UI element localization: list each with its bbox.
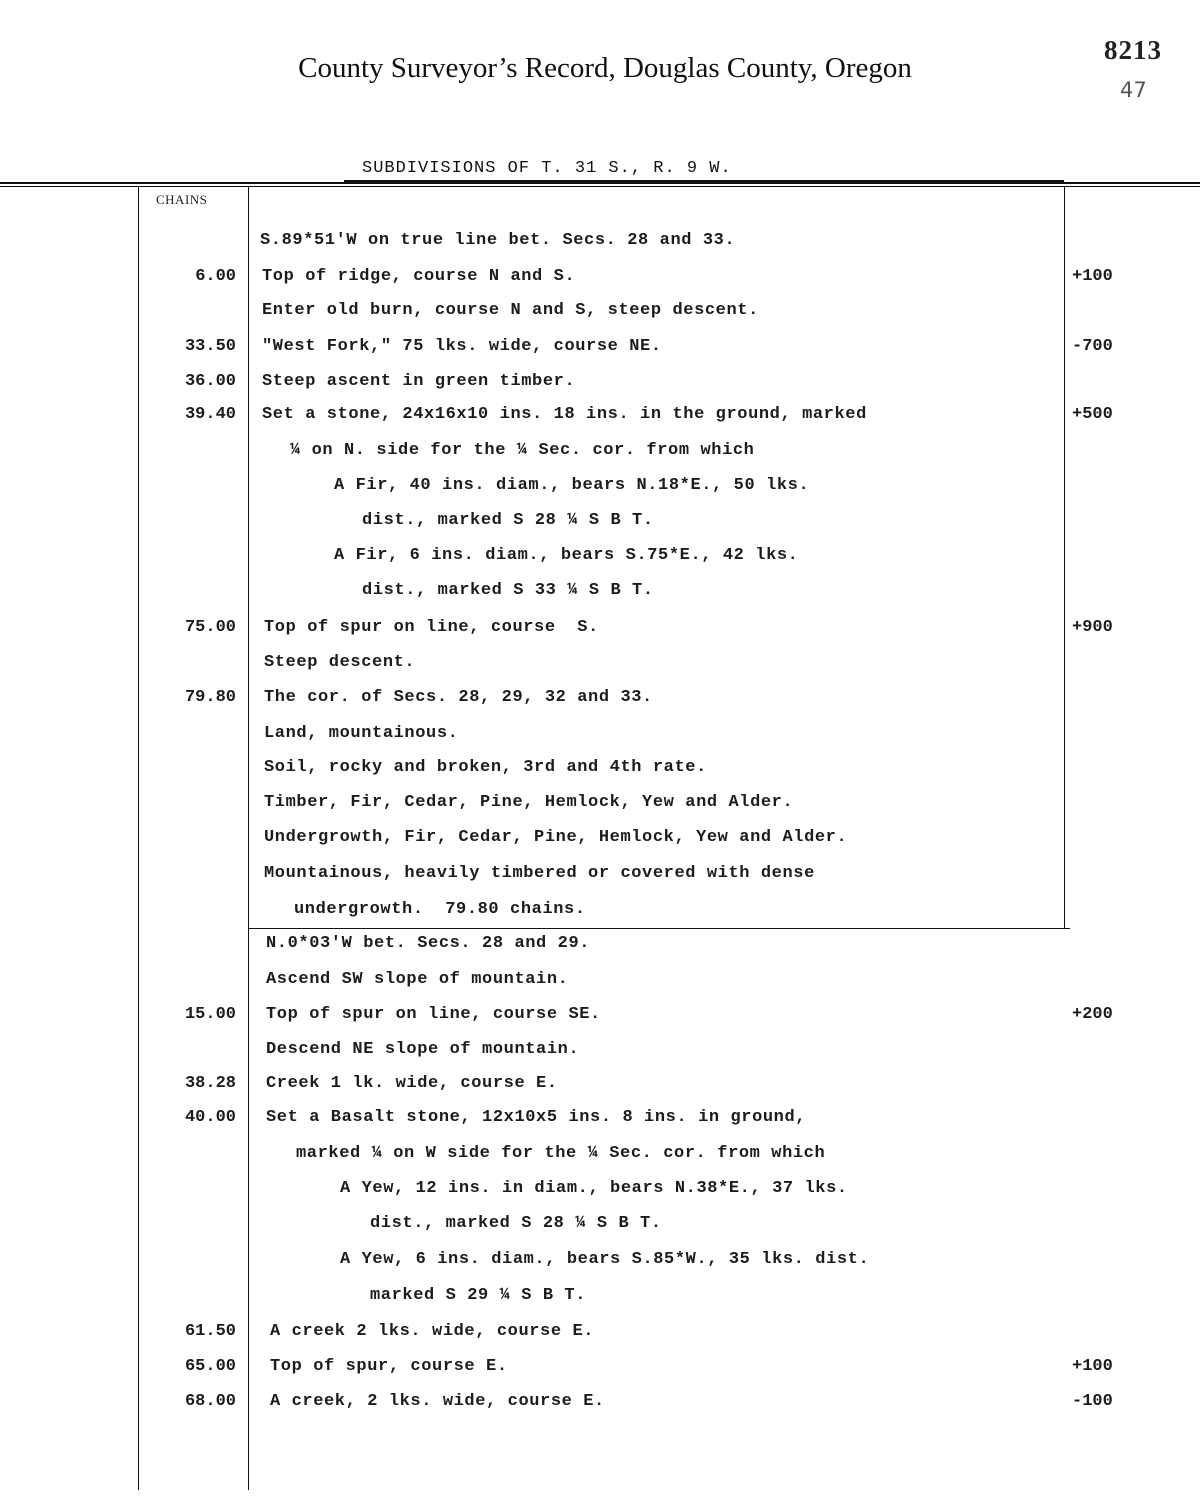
elevation-change: +100 <box>1072 267 1113 286</box>
field-note-line: Top of spur on line, course S. <box>264 618 599 637</box>
chains-value: 33.50 <box>184 337 236 356</box>
field-note-line: Set a stone, 24x16x10 ins. 18 ins. in the ground, marked <box>262 405 867 424</box>
field-note-line: dist., marked S 28 ¼ S B T. <box>362 511 654 530</box>
page-number: 8213 <box>1104 35 1162 65</box>
handwritten-page-number: 47 <box>1120 78 1147 102</box>
field-note-line: Land, mountainous. <box>264 724 459 743</box>
field-note-line: A Yew, 12 ins. in diam., bears N.38*E., 37 lks. <box>340 1179 848 1198</box>
field-note-line: Mountainous, heavily timbered or covered with dense <box>264 864 815 883</box>
field-note-line: A creek, 2 lks. wide, course E. <box>270 1392 605 1411</box>
chains-value: 75.00 <box>184 618 236 637</box>
field-note-line: Enter old burn, course N and S, steep descent. <box>262 301 759 320</box>
elevation-change: +200 <box>1072 1005 1113 1024</box>
chains-value: 38.28 <box>184 1074 236 1093</box>
section-divider-rule <box>248 928 1070 929</box>
field-note-line: Top of spur on line, course SE. <box>266 1005 601 1024</box>
elevation-change: +500 <box>1072 405 1113 424</box>
header-rule-top <box>0 182 1200 184</box>
chains-value: 79.80 <box>184 688 236 707</box>
chains-column-left-rule <box>138 186 139 1490</box>
chains-value: 68.00 <box>184 1392 236 1411</box>
field-note-line: ¼ on N. side for the ¼ Sec. cor. from which <box>290 441 755 460</box>
chains-value: 61.50 <box>184 1322 236 1341</box>
chains-value: 15.00 <box>184 1005 236 1024</box>
field-note-line: undergrowth. 79.80 chains. <box>294 900 586 919</box>
field-note-line: The cor. of Secs. 28, 29, 32 and 33. <box>264 688 653 707</box>
chains-value: 39.40 <box>184 405 236 424</box>
chains-value: 40.00 <box>184 1108 236 1127</box>
field-note-line: A Yew, 6 ins. diam., bears S.85*W., 35 lks. dist. <box>340 1250 870 1269</box>
field-note-line: A Fir, 40 ins. diam., bears N.18*E., 50 lks. <box>334 476 810 495</box>
field-note-line: A Fir, 6 ins. diam., bears S.75*E., 42 lks. <box>334 546 799 565</box>
field-note-line: marked ¼ on W side for the ¼ Sec. cor. from which <box>296 1144 826 1163</box>
field-note-line: A creek 2 lks. wide, course E. <box>270 1322 595 1341</box>
field-note-line: N.0*03'W bet. Secs. 28 and 29. <box>266 934 591 953</box>
elevation-change: +100 <box>1072 1357 1113 1376</box>
field-note-line: Top of ridge, course N and S. <box>262 267 576 286</box>
field-note-line: Ascend SW slope of mountain. <box>266 970 569 989</box>
field-note-line: "West Fork," 75 lks. wide, course NE. <box>262 337 662 356</box>
chains-column-right-rule <box>248 186 249 1490</box>
field-note-line: Top of spur, course E. <box>270 1357 508 1376</box>
field-note-line: Steep descent. <box>264 653 416 672</box>
field-note-line: Set a Basalt stone, 12x10x5 ins. 8 ins. in ground, <box>266 1108 807 1127</box>
chains-value: 6.00 <box>195 267 236 286</box>
chains-value: 36.00 <box>184 372 236 391</box>
field-note-line: Steep ascent in green timber. <box>262 372 576 391</box>
field-note-line: S.89*51'W on true line bet. Secs. 28 and 33. <box>260 231 736 250</box>
elevation-change: -700 <box>1072 337 1113 356</box>
field-note-line: Timber, Fir, Cedar, Pine, Hemlock, Yew and Alder. <box>264 793 794 812</box>
field-note-line: Undergrowth, Fir, Cedar, Pine, Hemlock, Yew and Alder. <box>264 828 848 847</box>
text-column-right-rule <box>1064 186 1065 928</box>
field-note-line: dist., marked S 33 ¼ S B T. <box>362 581 654 600</box>
field-note-line: marked S 29 ¼ S B T. <box>370 1286 587 1305</box>
field-note-line: Creek 1 lk. wide, course E. <box>266 1074 558 1093</box>
elevation-change: +900 <box>1072 618 1113 637</box>
chains-value: 65.00 <box>184 1357 236 1376</box>
field-note-line: dist., marked S 28 ¼ S B T. <box>370 1214 662 1233</box>
page-title: County Surveyor’s Record, Douglas County, Oregon <box>298 52 912 84</box>
field-note-line: Descend NE slope of mountain. <box>266 1040 580 1059</box>
section-subtitle: SUBDIVISIONS OF T. 31 S., R. 9 W. <box>362 159 732 178</box>
elevation-change: -100 <box>1072 1392 1113 1411</box>
field-note-line: Soil, rocky and broken, 3rd and 4th rate. <box>264 758 707 777</box>
header-rule-bottom <box>0 186 1200 187</box>
chains-column-header: CHAINS <box>156 192 208 207</box>
